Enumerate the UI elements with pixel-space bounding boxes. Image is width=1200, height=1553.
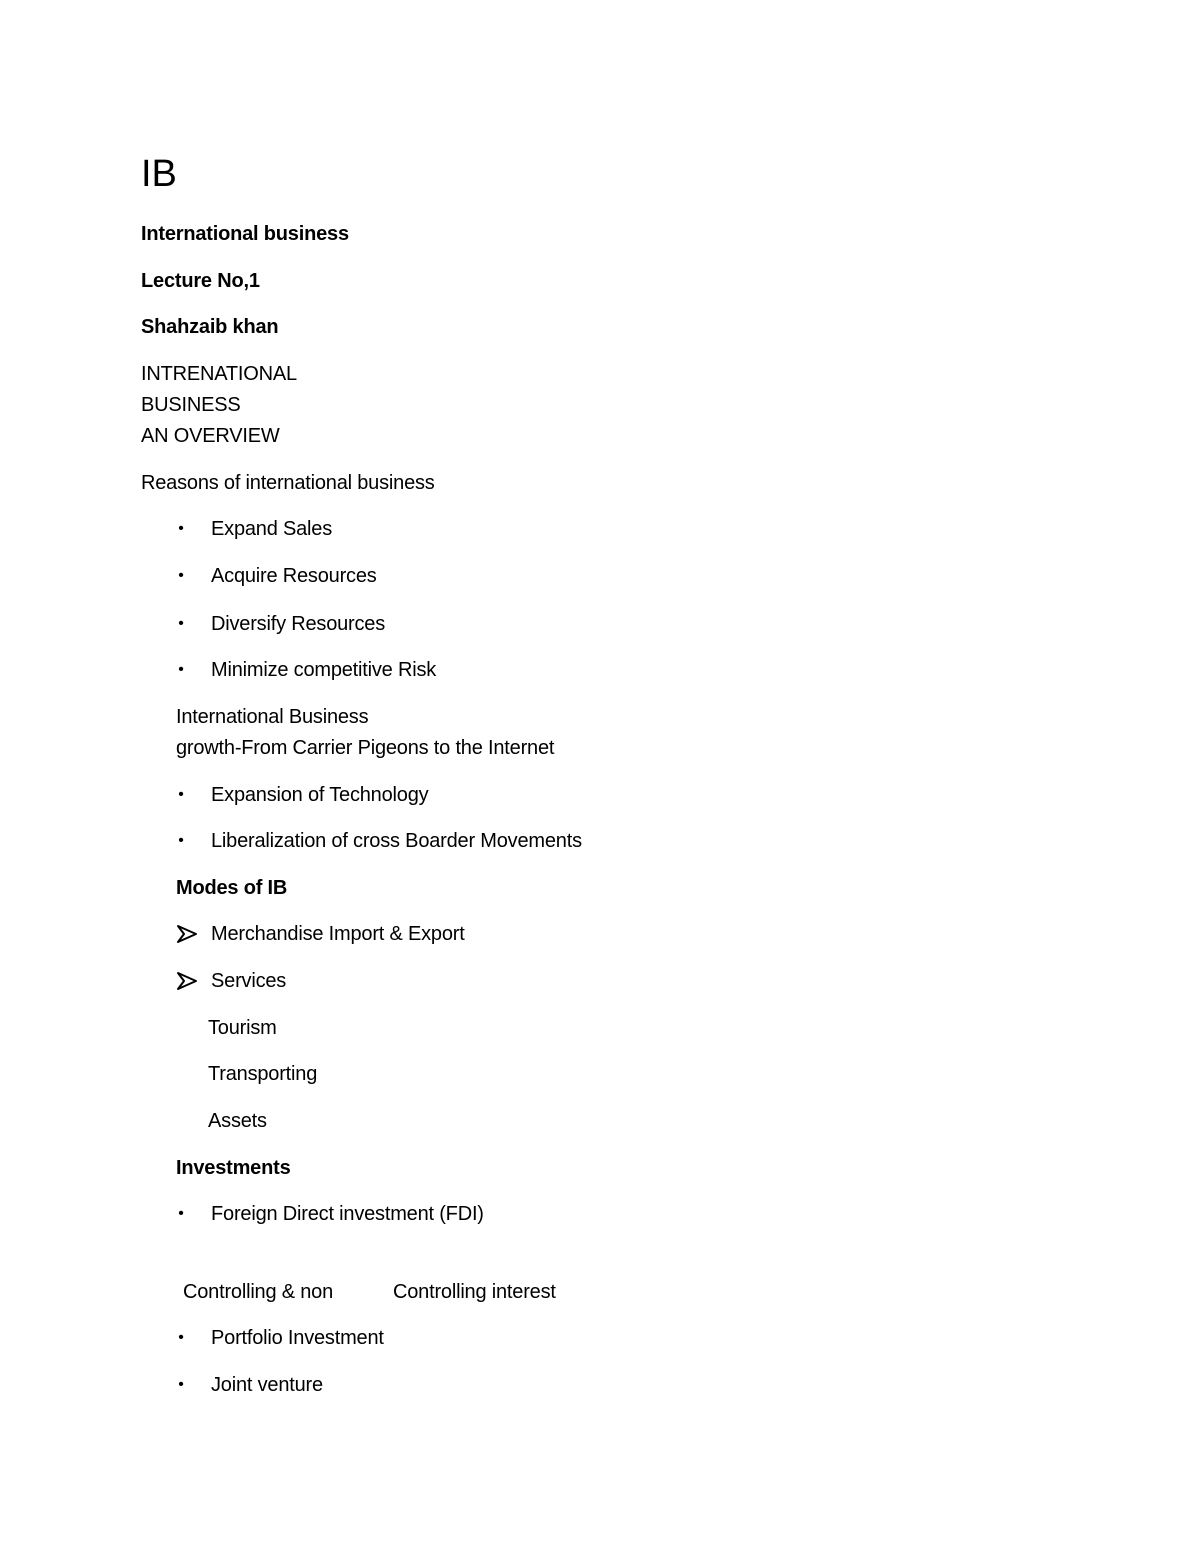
- bullet-dot-icon: •: [178, 520, 184, 537]
- reason-item: Minimize competitive Risk: [211, 659, 437, 681]
- service-sub-item: Tourism: [208, 1017, 277, 1039]
- overview-line-1: INTRENATIONAL: [141, 363, 297, 385]
- overview-line-3: AN OVERVIEW: [141, 425, 280, 447]
- bullet-dot-icon: •: [178, 786, 184, 803]
- bullet-dot-icon: •: [178, 1376, 184, 1393]
- service-sub-item: Transporting: [208, 1063, 318, 1085]
- modes-heading: Modes of IB: [176, 877, 288, 899]
- controlling-left: Controlling & non: [183, 1281, 334, 1303]
- bullet-dot-icon: •: [178, 1329, 184, 1346]
- fdi-item: Foreign Direct investment (FDI): [211, 1203, 484, 1225]
- mode-item: Services: [211, 970, 287, 992]
- service-sub-item: Assets: [208, 1110, 267, 1132]
- growth-line-1: International Business: [176, 706, 369, 728]
- doc-title: IB: [141, 153, 177, 195]
- overview-line-2: BUSINESS: [141, 394, 241, 416]
- investments-heading: Investments: [176, 1157, 291, 1179]
- growth-item: Expansion of Technology: [211, 784, 429, 806]
- reason-item: Diversify Resources: [211, 613, 386, 635]
- investment-item: Joint venture: [211, 1374, 323, 1396]
- arrow-bullet-icon: [176, 922, 200, 946]
- arrow-bullet-icon: [176, 969, 200, 993]
- reason-item: Acquire Resources: [211, 565, 377, 587]
- bullet-dot-icon: •: [178, 615, 184, 632]
- growth-line-2: growth-From Carrier Pigeons to the Internet: [176, 737, 555, 759]
- bullet-dot-icon: •: [178, 661, 184, 678]
- mode-item: Merchandise Import & Export: [211, 923, 465, 945]
- controlling-right: Controlling interest: [393, 1281, 556, 1303]
- bullet-dot-icon: •: [178, 567, 184, 584]
- doc-subtitle: International business: [141, 223, 349, 245]
- growth-item: Liberalization of cross Boarder Movements: [211, 830, 582, 852]
- bullet-dot-icon: •: [178, 832, 184, 849]
- reason-item: Expand Sales: [211, 518, 333, 540]
- reasons-heading: Reasons of international business: [141, 472, 435, 494]
- lecture-number: Lecture No,1: [141, 270, 260, 292]
- author-name: Shahzaib khan: [141, 316, 279, 338]
- investment-item: Portfolio Investment: [211, 1327, 384, 1349]
- bullet-dot-icon: •: [178, 1205, 184, 1222]
